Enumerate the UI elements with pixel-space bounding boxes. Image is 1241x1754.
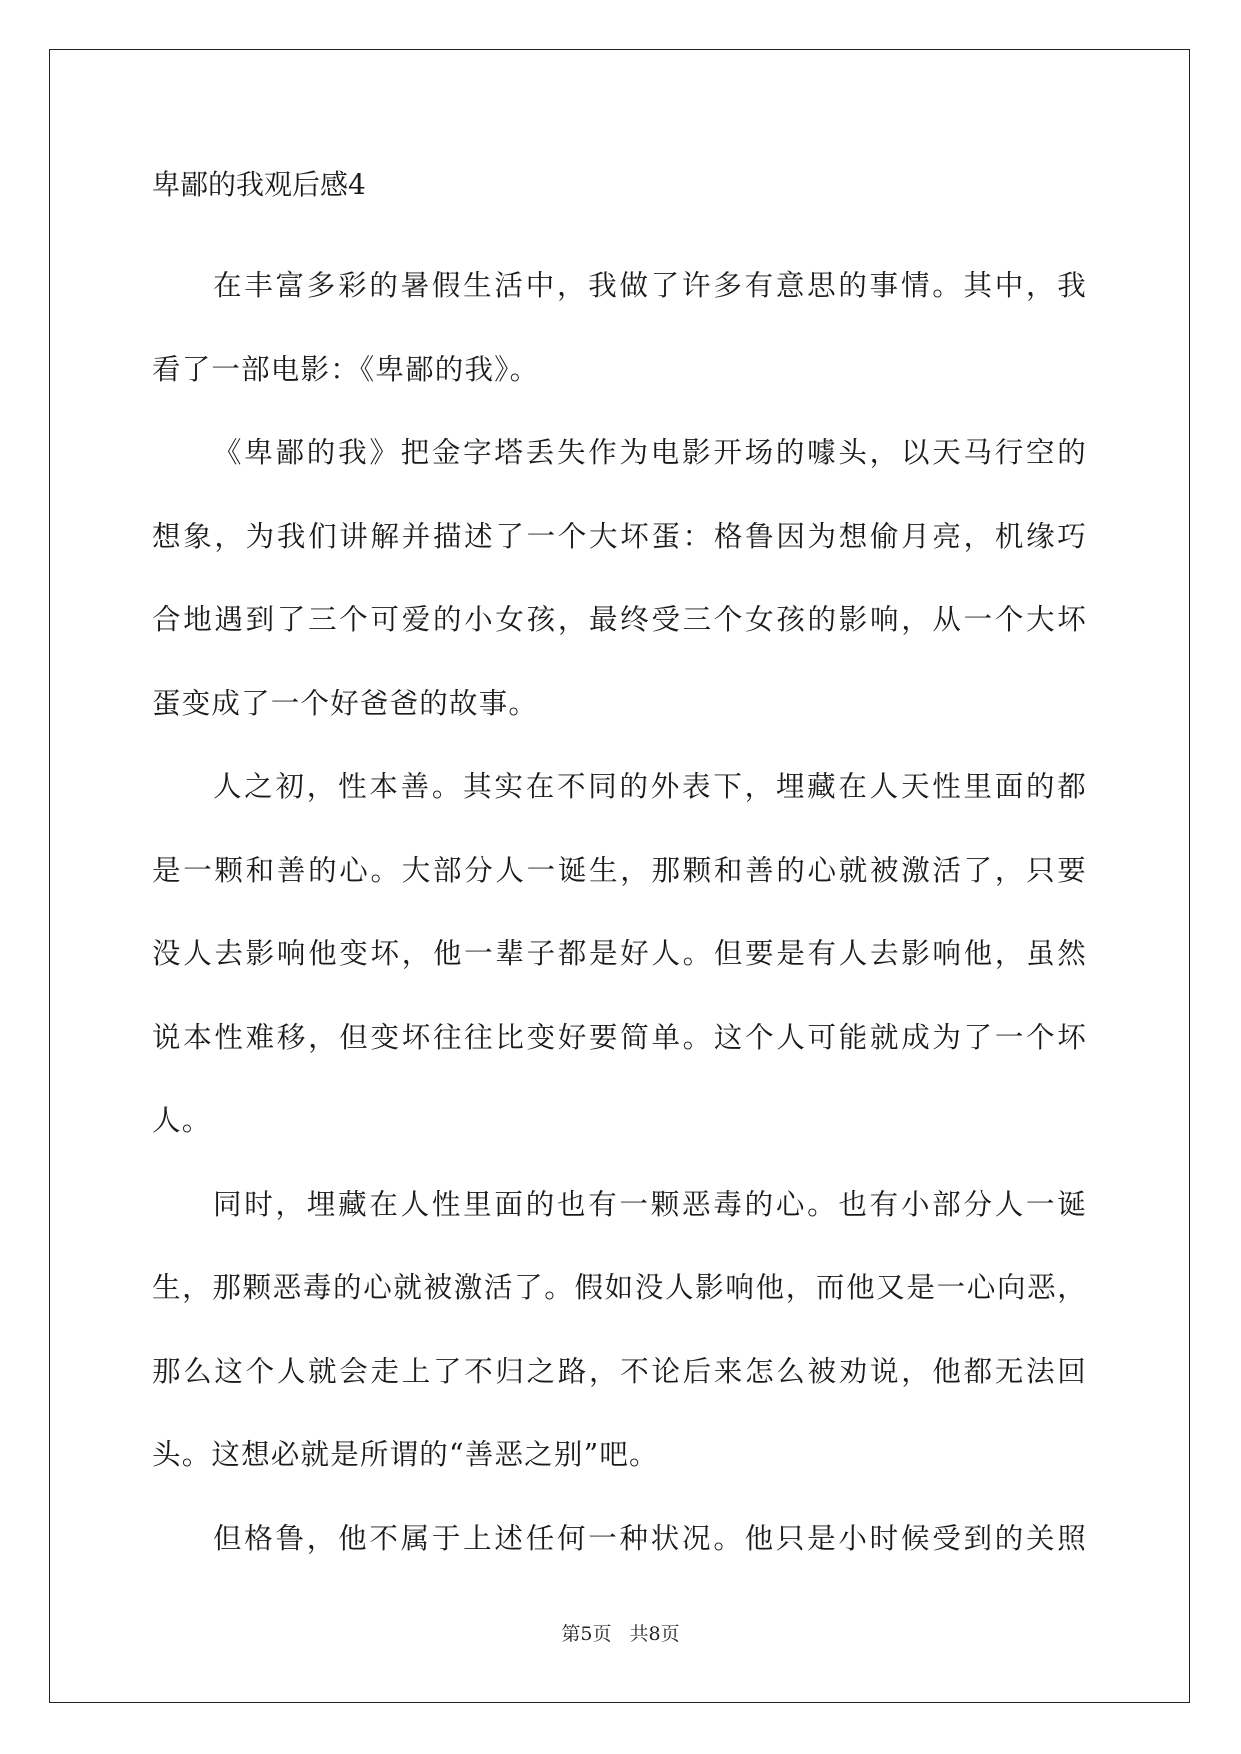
page-number-current: 第5页 (561, 1623, 612, 1645)
page-footer (0, 1621, 1241, 1647)
text-line: 头。这想必就是所谓的“善恶之别”吧。 (152, 1438, 659, 1471)
text-line: 同时，埋藏在人性里面的也有一颗恶毒的心。也有小部分人一诞 (213, 1187, 1087, 1221)
text-line: 没人去影响他变坏，他一辈子都是好人。但要是有人去影响他，虽然 (152, 937, 1087, 970)
page-number-total: 共8页 (629, 1623, 680, 1645)
paragraph-2 (152, 411, 1087, 745)
paragraph-5 (152, 1497, 1087, 1581)
document-title: 卑鄙的我观后感4 (152, 168, 366, 201)
text-line: 看了一部电影：《卑鄙的我》。 (152, 352, 540, 386)
text-line: 是一颗和善的心。大部分人一诞生，那颗和善的心就被激活了，只要 (152, 853, 1087, 887)
text-line: 说本性难移，但变坏往往比变好要简单。这个人可能就成为了一个坏 (152, 1020, 1087, 1054)
text-line: 生，那颗恶毒的心就被激活了。假如没人影响他，而他又是一心向恶， (152, 1271, 1087, 1304)
text-line: 在丰富多彩的暑假生活中，我做了许多有意思的事情。其中，我 (213, 269, 1087, 302)
text-line: 人之初，性本善。其实在不同的外表下，埋藏在人天性里面的都 (213, 770, 1087, 803)
text-line: 但格鲁，他不属于上述任何一种状况。他只是小时候受到的关照 (213, 1521, 1087, 1555)
paragraph-1 (152, 244, 1087, 411)
text-line: 蛋变成了一个好爸爸的故事。 (152, 686, 539, 720)
paragraph-3 (152, 745, 1087, 1163)
paragraph-4 (152, 1163, 1087, 1497)
text-line: 《卑鄙的我》把金字塔丢失作为电影开场的噱头，以天马行空的 (213, 436, 1087, 469)
text-line: 人。 (152, 1104, 212, 1137)
document-body (152, 160, 1087, 1580)
text-line: 合地遇到了三个可爱的小女孩，最终受三个女孩的影响，从一个大坏 (152, 603, 1087, 636)
text-line: 那么这个人就会走上了不归之路，不论后来怎么被劝说，他都无法回 (152, 1354, 1087, 1388)
text-line: 想象，为我们讲解并描述了一个大坏蛋：格鲁因为想偷月亮，机缘巧 (152, 519, 1087, 553)
